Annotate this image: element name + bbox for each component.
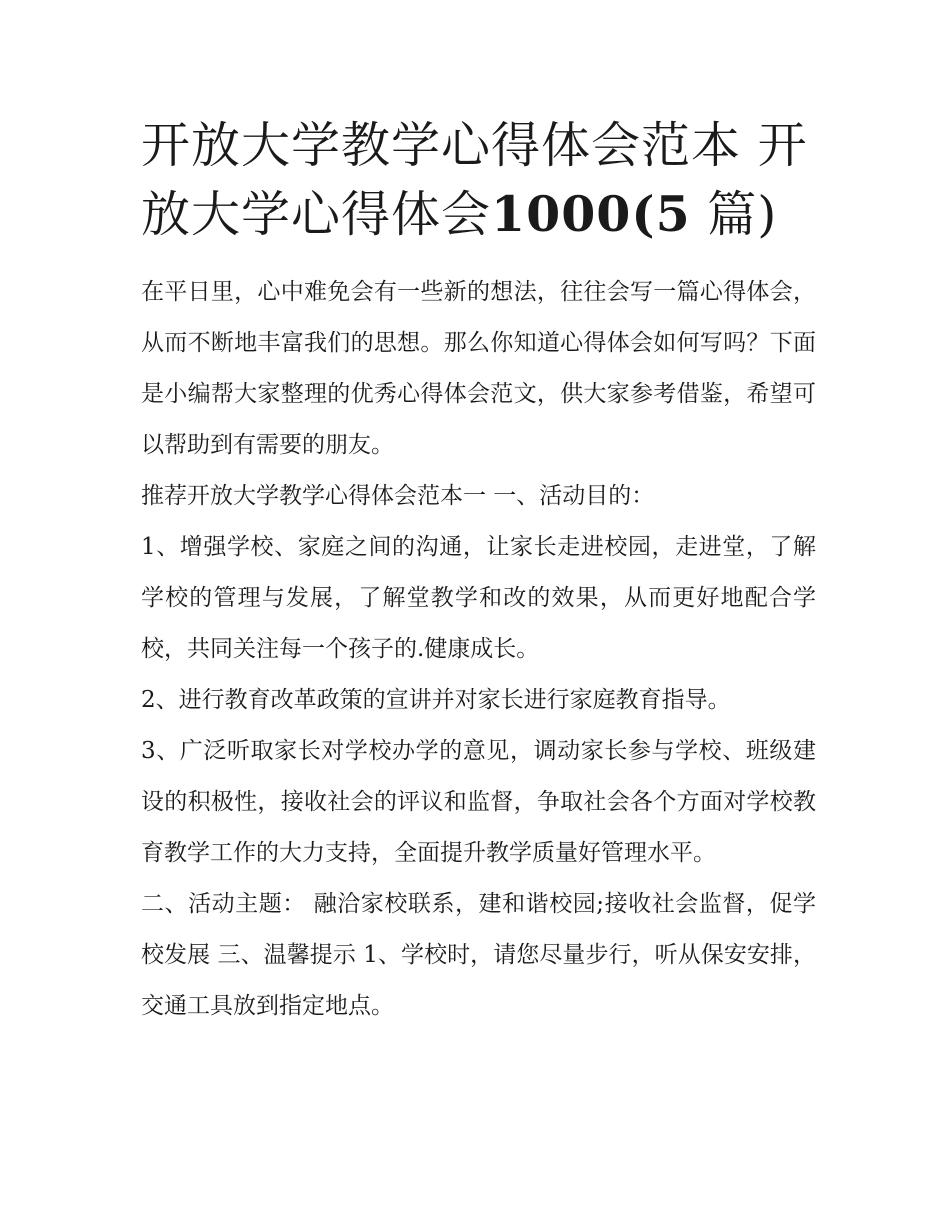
purpose-item-2: 2、进行教育改革政策的宣讲并对家长进行家庭教育指导。 bbox=[141, 687, 731, 713]
theme-paragraph: 二、活动主题： 融洽家校联系，建和谐校园;接收社会监督，促学校发展 三、温馨提示 1、学校时，请您尽量步行，听从保安安排，交通工具放到指定地点。 bbox=[141, 891, 816, 1019]
intro-paragraph: 在平日里，心中难免会有一些新的想法，往往会写一篇心得体会，从而不断地丰富我们的思想。那么你知道心得体会如何写吗？下面是小编帮大家整理的优秀心得体会范文，供大家参考借鉴，希望可以帮助到有需要的朋友。 bbox=[141, 279, 816, 458]
title-suffix: 篇) bbox=[690, 186, 778, 243]
purpose-item-1: 1、增强学校、家庭之间的沟通，让家长走进校园，走进堂，了解学校的管理与发展，了解堂教学和改的效果，从而更好地配合学校，共同关注每一个孩子的.健康成长。 bbox=[141, 534, 816, 662]
title-number: 1000(5 bbox=[491, 185, 691, 243]
document-title bbox=[141, 112, 816, 249]
document-body bbox=[141, 112, 816, 1032]
title-text: 开放大学教学心得体会范本 开放大学心得体会 bbox=[141, 117, 808, 243]
purpose-item-3: 3、广泛听取家长对学校办学的意见，调动家长参与学校、班级建设的积极性，接收社会的评议和监督，争取社会各个方面对学校教育教学工作的大力支持，全面提升教学质量好管理水平。 bbox=[141, 738, 816, 866]
section-heading-paragraph: 推荐开放大学教学心得体会范本一 一、活动目的： bbox=[141, 483, 655, 509]
